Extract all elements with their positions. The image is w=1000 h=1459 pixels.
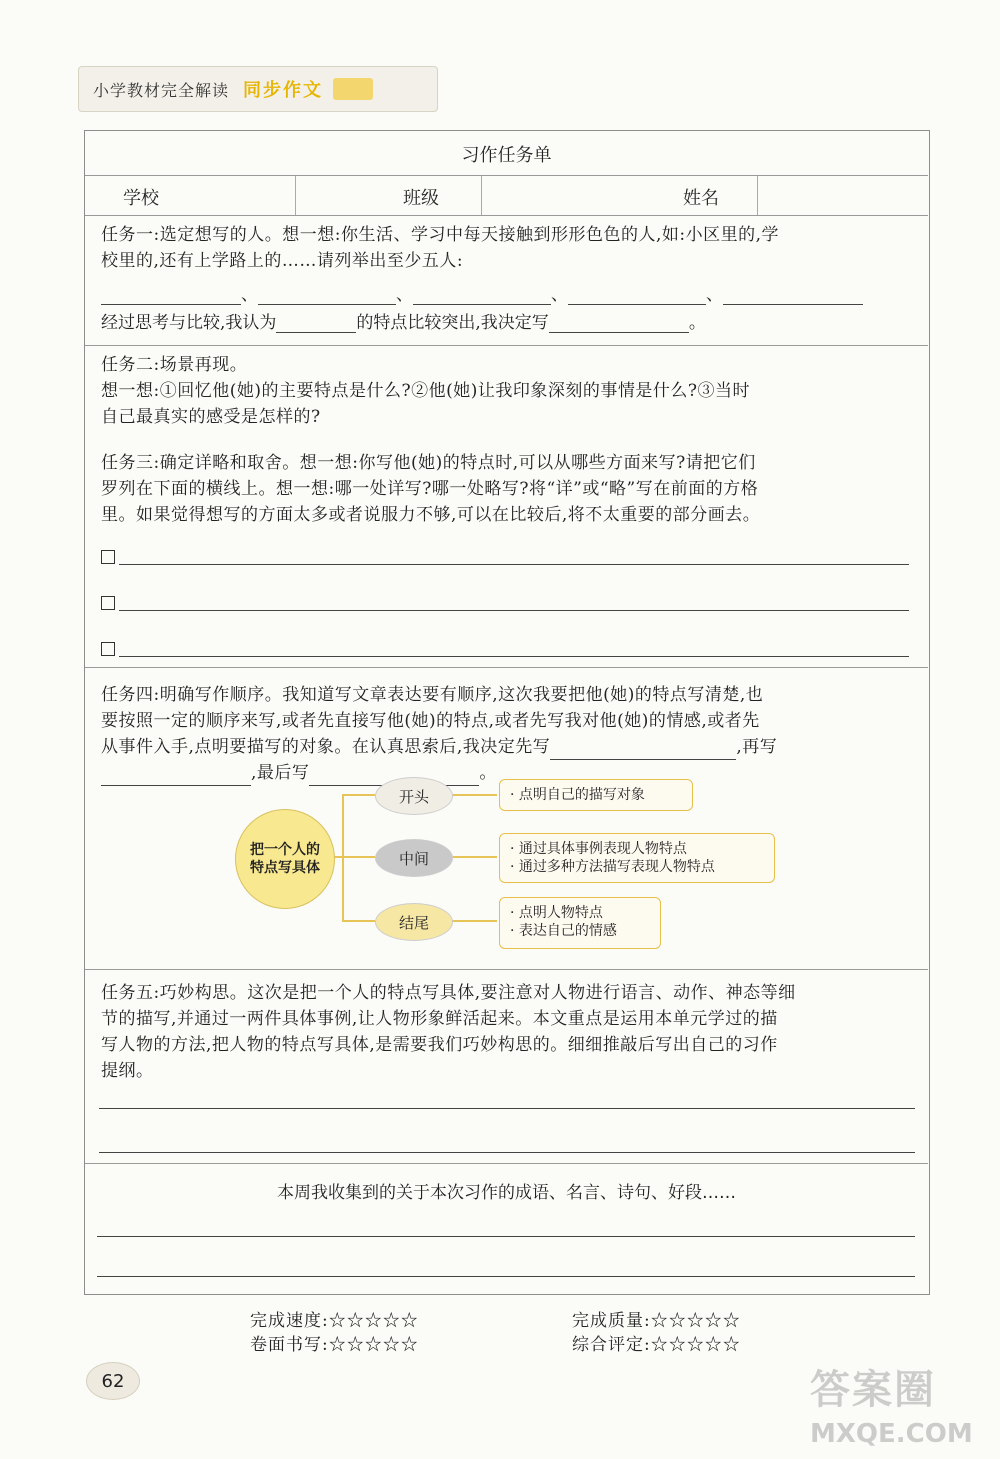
blank-separator: 、: [241, 285, 258, 305]
answer-line[interactable]: [97, 1276, 915, 1277]
rating-writing[interactable]: 卷面书写:☆☆☆☆☆: [250, 1335, 419, 1355]
info-divider: [481, 176, 482, 216]
watermark-bottom: MXQE.COM: [810, 1419, 973, 1449]
choice-blank[interactable]: [549, 332, 689, 333]
task5-line2: 节的描写,并通过一两件具体事例,让人物形象鲜活起来。本文重点是运用本单元学过的描: [101, 1009, 778, 1029]
task5-line3: 写人物的方法,把人物的特点写具体,是需要我们巧妙构思的。细细推敲后写出自己的习作: [101, 1035, 778, 1055]
sheet-title: 习作任务单: [461, 145, 552, 166]
task3-line3: 里。如果觉得想写的方面太多或者说服力不够,可以在比较后,将不太重要的部分画去。: [101, 505, 761, 525]
task5-text: [101, 980, 919, 1084]
task2-line2: 想一想:①回忆他(她)的主要特点是什么?②他(她)让我印象深刻的事情是什么?③当时: [101, 381, 750, 401]
rating-overall[interactable]: 综合评定:☆☆☆☆☆: [572, 1335, 741, 1355]
task2-text: [101, 352, 919, 430]
note-line: · 通过具体事例表现人物特点: [510, 841, 687, 857]
rating-quality[interactable]: 完成质量:☆☆☆☆☆: [572, 1311, 741, 1331]
decide-text-a: 经过思考与比较,我认为: [101, 313, 277, 333]
task3-line1: 任务三:确定详略和取舍。想一想:你写他(她)的特点时,可以从哪些方面来写?请把它们: [101, 453, 756, 473]
watermark-top: 答案圈: [810, 1367, 936, 1413]
task4-line4-text: ,最后写: [251, 763, 310, 783]
task4-line1: 任务四:明确写作顺序。我知道写文章表达要有顺序,这次我要把他(她)的特点写清楚,也: [101, 685, 764, 705]
note-ending: [499, 897, 661, 949]
answer-line[interactable]: [99, 1108, 915, 1109]
info-divider: [757, 176, 758, 216]
center-topic: 把一个人的特点写具体: [235, 809, 335, 909]
detail-checkbox[interactable]: [101, 596, 115, 610]
task1-section: [85, 215, 928, 345]
node-ending: 结尾: [375, 903, 453, 941]
detail-checkbox[interactable]: [101, 642, 115, 656]
task2-line3: 自己最真实的感受是怎样的?: [101, 407, 321, 427]
task2-3-section: [85, 345, 928, 667]
book-header: [78, 66, 438, 112]
task1-name-blanks: [101, 280, 863, 305]
node-opening: 开头: [375, 777, 453, 815]
second-blank[interactable]: [101, 785, 251, 786]
task1-decision: [101, 308, 706, 333]
detail-checkbox[interactable]: [101, 550, 115, 564]
decide-text-b: 的特点比较突出,我决定写: [356, 313, 549, 333]
task3-line2: 罗列在下面的横线上。想一想:哪一处详写?哪一处略写?将“详”或“略”写在前面的方格: [101, 479, 759, 499]
note-middle: [499, 833, 775, 883]
first-blank[interactable]: [550, 759, 736, 760]
answer-line[interactable]: [119, 564, 909, 565]
collection-title: 本周我收集到的关于本次习作的成语、名言、诗句、好段……: [277, 1183, 736, 1203]
series-title: 同步作文: [243, 80, 324, 101]
school-label: 学校: [123, 188, 159, 209]
name-blank[interactable]: [101, 304, 241, 305]
task4-line3: [101, 734, 919, 760]
task4-line2: 要按照一定的顺序来写,或者先直接写他(她)的特点,或者先写我对他(她)的情感,或者先: [101, 711, 760, 731]
person-blank[interactable]: [276, 332, 356, 333]
class-label: 班级: [403, 188, 439, 209]
task1-text: [101, 222, 919, 274]
structure-diagram: [235, 771, 795, 951]
answer-line[interactable]: [99, 1152, 915, 1153]
name-blank[interactable]: [568, 304, 706, 305]
task5-section: [85, 969, 928, 1163]
info-divider: [295, 176, 296, 216]
task2-line1: 任务二:场景再现。: [101, 355, 248, 375]
note-line: · 通过多种方法描写表现人物特点: [510, 859, 715, 875]
note-opening: [499, 779, 693, 811]
watermark-logo: [810, 1358, 990, 1448]
note-line: · 表达自己的情感: [510, 923, 617, 939]
note-line: · 点明人物特点: [510, 905, 603, 921]
task1-line2: 校里的,还有上学路上的……请列举出至少五人:: [101, 251, 464, 271]
node-middle: 中间: [375, 839, 453, 877]
task4-line3-text: 从事件入手,点明要描写的对象。在认真思索后,我决定先写: [101, 737, 551, 757]
note-line: · 点明自己的描写对象: [510, 787, 645, 803]
book-title: 小学教材完全解读: [93, 80, 230, 100]
name-blank[interactable]: [723, 304, 863, 305]
series-tag: [333, 78, 373, 100]
task4-line4-tail: 。: [479, 763, 497, 783]
rating-speed[interactable]: 完成速度:☆☆☆☆☆: [250, 1311, 419, 1331]
page-number: 62: [86, 1362, 140, 1400]
task3-text: [101, 450, 919, 528]
task-sheet: [84, 130, 930, 1295]
collection-section: [85, 1163, 928, 1294]
decide-text-c: 。: [688, 313, 706, 333]
task4-line3-tail: ,再写: [736, 737, 778, 757]
name-label: 姓名: [683, 188, 719, 209]
task1-line1: 任务一:选定想写的人。想一想:你生活、学习中每天接触到形形色色的人,如:小区里的,学: [101, 225, 779, 245]
student-info-row: [85, 175, 928, 216]
blank-separator: 、: [706, 285, 723, 305]
answer-line[interactable]: [97, 1236, 915, 1237]
blank-separator: 、: [396, 285, 413, 305]
name-blank[interactable]: [258, 304, 396, 305]
answer-line[interactable]: [119, 656, 909, 657]
task5-line4: 提纲。: [101, 1061, 154, 1081]
answer-line[interactable]: [119, 610, 909, 611]
name-blank[interactable]: [413, 304, 551, 305]
blank-separator: 、: [551, 285, 568, 305]
task5-line1: 任务五:巧妙构思。这次是把一个人的特点写具体,要注意对人物进行语言、动作、神态等细: [101, 983, 796, 1003]
